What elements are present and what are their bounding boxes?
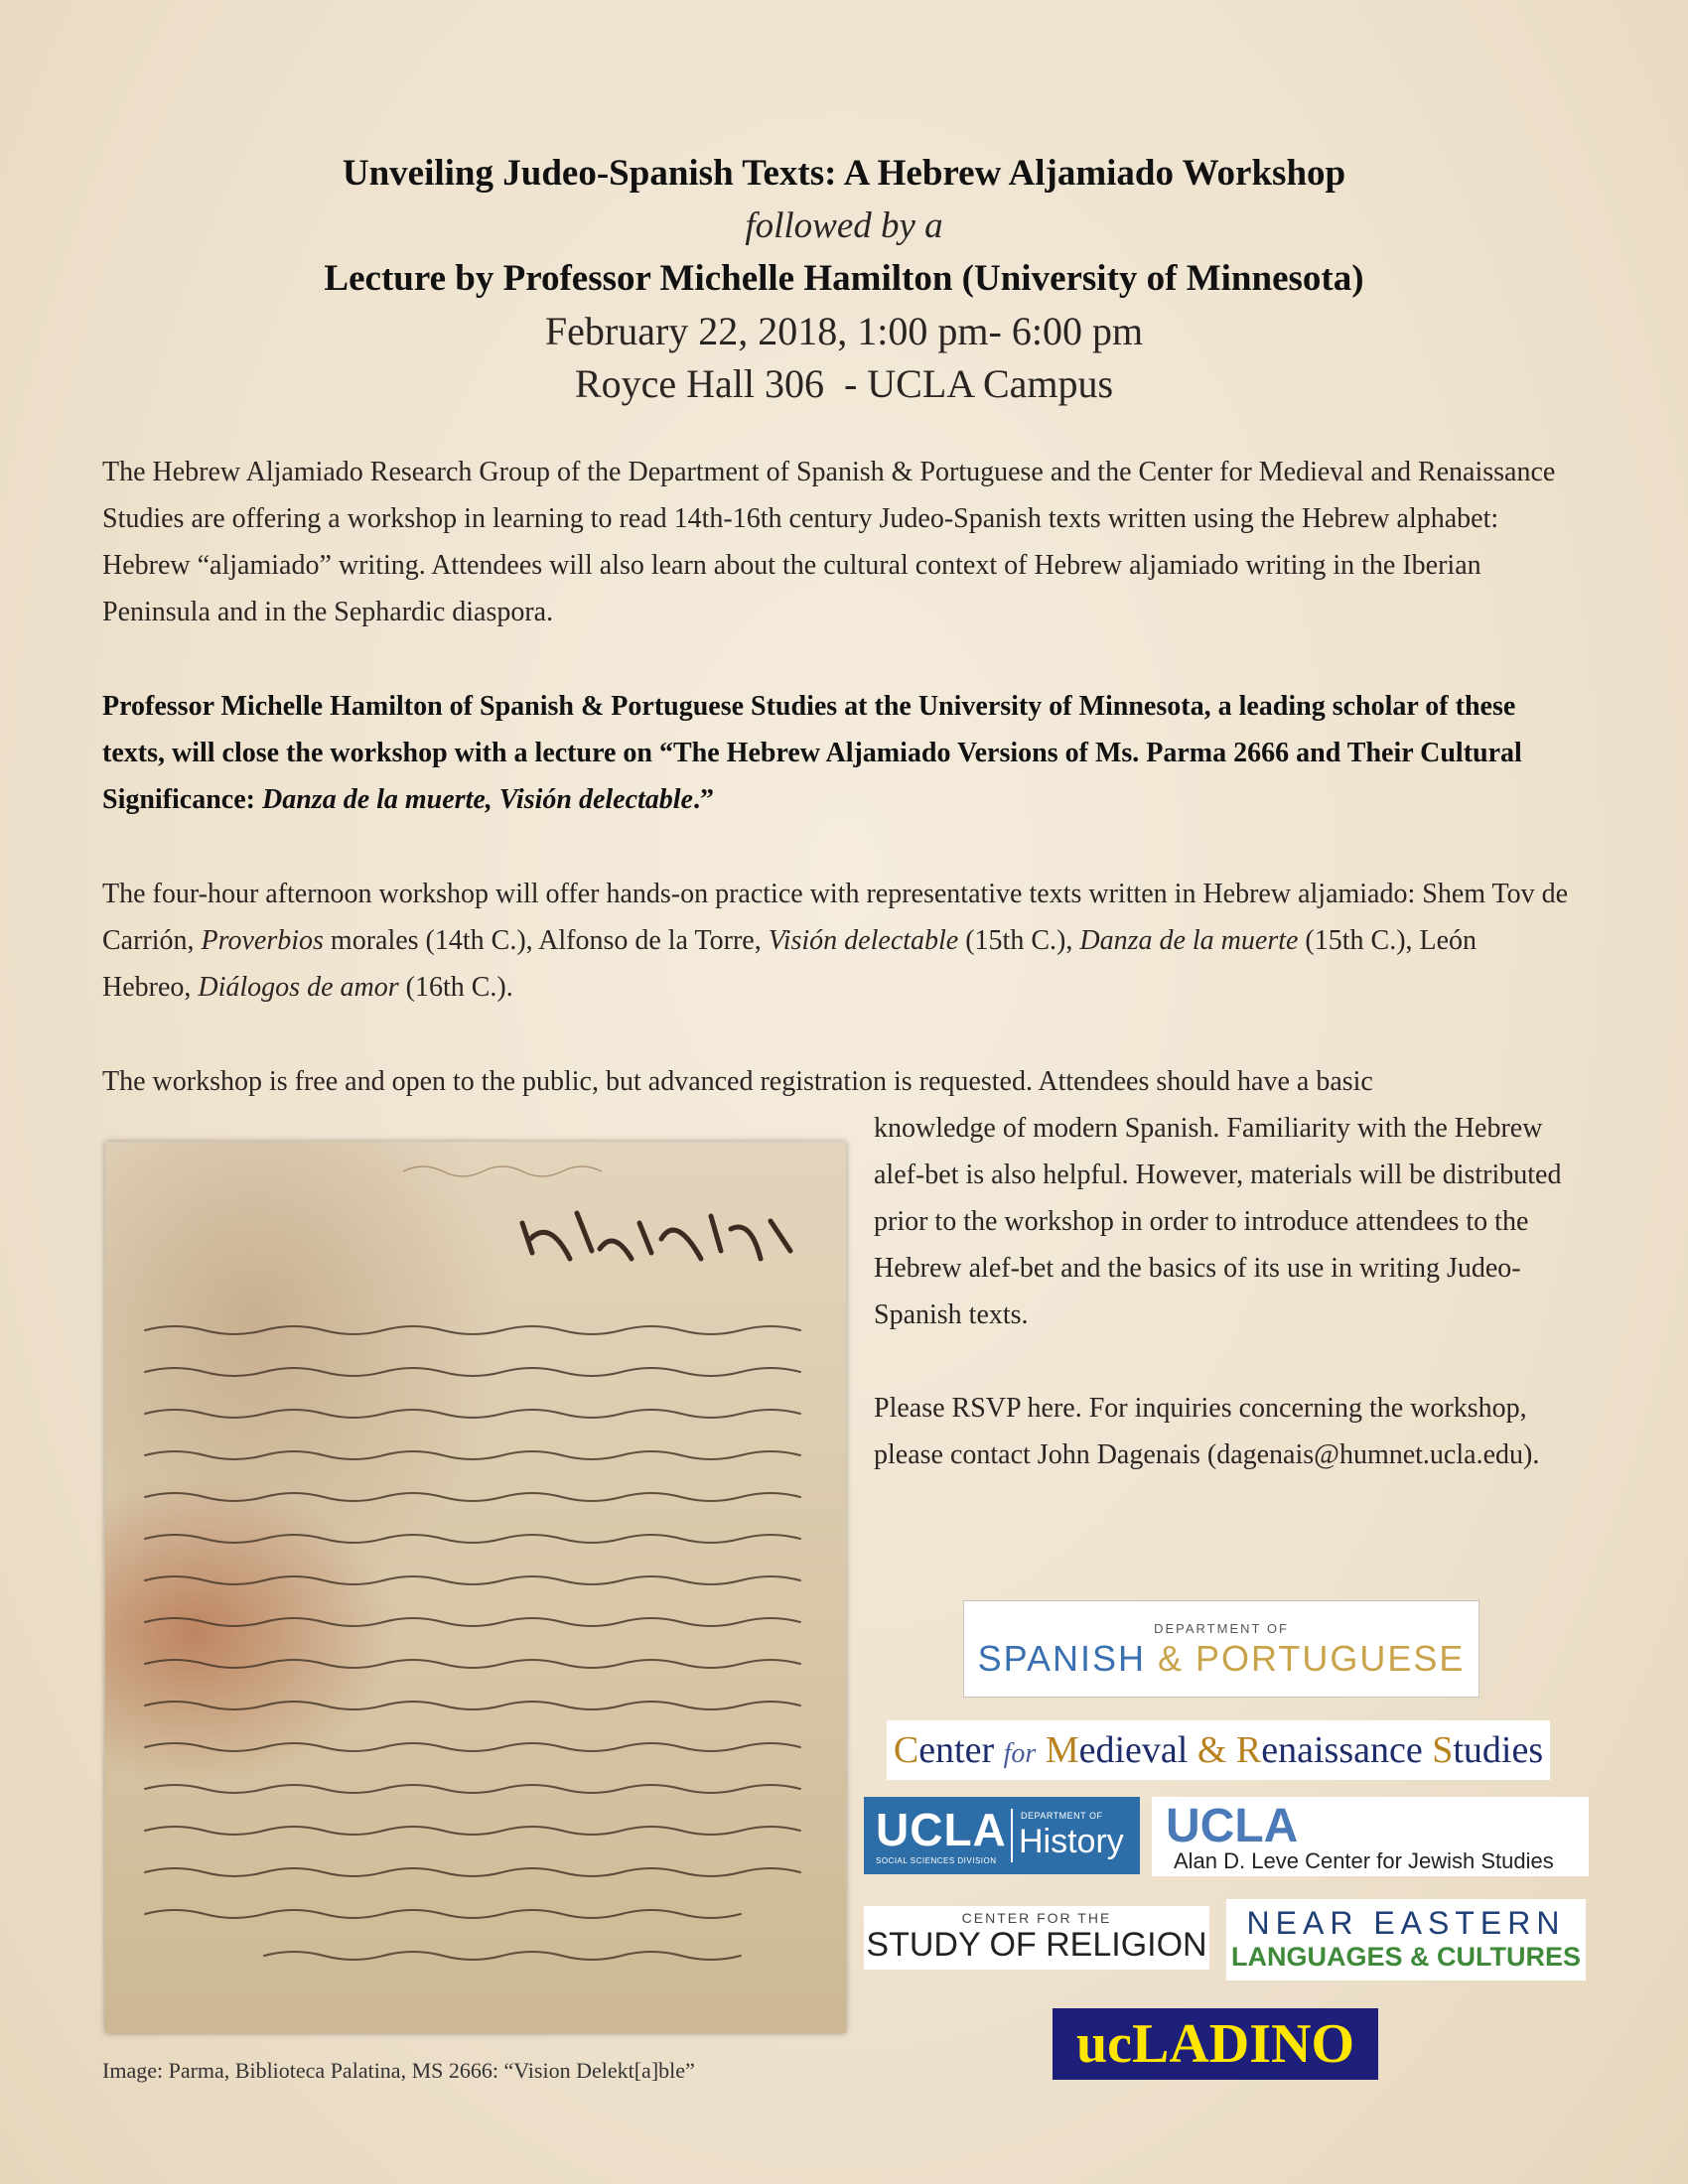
cmrs-for: for [1003, 1738, 1037, 1769]
workshop-text-c: (15th C.), [958, 925, 1080, 956]
event-title: Unveiling Judeo-Spanish Texts: A Hebrew Aljamiado Workshop [342, 153, 1346, 194]
workshop-paragraph [102, 871, 1572, 1011]
lecture-paragraph-end: .” [693, 784, 714, 815]
ucladino-logo: ucLADINO [1053, 2008, 1378, 2080]
cmrs-c: C [893, 1729, 919, 1771]
nelc-near-eastern: NEAR EASTERN [1246, 1905, 1566, 1941]
cmrs-s: S [1432, 1729, 1454, 1771]
work-title-dialogos: Diálogos de amor [198, 972, 399, 1003]
religion-center-for-the: CENTER FOR THE [961, 1910, 1112, 1926]
leve-ucla: UCLA [1166, 1800, 1299, 1852]
work-title-proverbios: Proverbios [201, 925, 324, 956]
history-name: History [1019, 1823, 1124, 1860]
leve-center-name: Alan D. Leve Center for Jewish Studies [1174, 1848, 1554, 1873]
manuscript-image [105, 1142, 846, 2033]
religion-name: STUDY OF RELIGION [866, 1926, 1207, 1964]
history-ss-division: SOCIAL SCIENCES DIVISION [876, 1856, 997, 1865]
work-title-vision-2: Visión delectable [768, 925, 959, 956]
lecture-paragraph-text: Professor Michelle Hamilton of Spanish & Portuguese Studies at the University of Minnesota, a leading scholar of these texts, will close the workshop with a lecture on “The Hebrew Aljamiado Versions of Ms. Parma 2666 and Their Cultural Significance: [102, 691, 1522, 815]
ucla-history-logo [864, 1797, 1140, 1874]
intro-paragraph: The Hebrew Aljamiado Research Group of the Department of Spanish & Portuguese and the Center for Medieval and Renaissance Studies are offering a workshop in learning to read 14th-16th century Judeo-Spanish texts written using the Hebrew alphabet: Hebrew “aljamiado” writing. Attendees will also learn about the cultural context of Hebrew aljamiado writing in the Iberian Peninsula and in the Sephardic diaspora. [102, 457, 1556, 627]
workshop-text-d: (15th C.), León Hebreo, [102, 925, 1477, 1003]
followed-by-text: followed by a [745, 205, 943, 246]
cmrs-tudies: tudies [1453, 1729, 1544, 1771]
spanish-portuguese-logo [963, 1600, 1479, 1698]
work-title-danza: Danza de la muerte [262, 784, 486, 815]
event-location: Royce Hall 306 - UCLA Campus [574, 361, 1114, 406]
workshop-text-b: morales (14th C.), Alfonso de la Torre, [323, 925, 769, 956]
spanish-portuguese-name [964, 1638, 1478, 1680]
cmrs-r: R [1226, 1729, 1262, 1771]
registration-paragraph-rest: knowledge of modern Spanish. Familiarity with the Hebrew alef-bet is also helpful. However, materials will be distributed prior to the workshop in order to introduce attendees to the Hebrew alef-bet and the basics of its use in writing Judeo-Spanish texts. [874, 1113, 1562, 1330]
spanish-dept-label: DEPARTMENT OF [1154, 1621, 1289, 1636]
workshop-text-a: The four-hour afternoon workshop will offer hands-on practice with representative texts written in Hebrew aljamiado: Shem Tov de Carrión, [102, 879, 1569, 956]
event-header [0, 147, 1688, 410]
near-eastern-logo [1226, 1899, 1586, 1980]
lecture-title: Lecture by Professor Michelle Hamilton (University of Minnesota) [324, 258, 1364, 299]
history-ucla: UCLA [876, 1804, 1007, 1855]
lecture-paragraph [102, 683, 1572, 823]
history-divider [1011, 1809, 1013, 1862]
registration-paragraph-first-line: The workshop is free and open to the public, but advanced registration is requested. Attendees should have a basic [102, 1066, 1373, 1097]
event-date: February 22, 2018, 1:00 pm- 6:00 pm [544, 309, 1144, 353]
workshop-text-e: (16th C.). [398, 972, 513, 1003]
work-title-vision: Visión delectable [498, 784, 693, 815]
study-of-religion-logo [864, 1906, 1209, 1970]
cmrs-m: M [1036, 1729, 1079, 1771]
work-title-separator: , [485, 784, 499, 815]
registration-column [874, 1105, 1569, 1478]
cmrs-logo [887, 1720, 1550, 1780]
history-dept-of: DEPARTMENT OF [1021, 1811, 1103, 1821]
cmrs-edieval: edieval [1078, 1729, 1197, 1771]
cmrs-enaissance: enaissance [1261, 1729, 1433, 1771]
spanish-amp: & [1157, 1638, 1184, 1679]
image-caption: Image: Parma, Biblioteca Palatina, MS 2666: “Vision Delekt[a]ble” [102, 2058, 695, 2083]
manuscript-script-drawing [105, 1142, 846, 2033]
cmrs-amp: & [1196, 1729, 1227, 1771]
spanish-word: SPANISH [977, 1638, 1146, 1679]
rsvp-paragraph: Please RSVP here. For inquiries concerning the workshop, please contact John Dagenais (dagenais@humnet.ucla.edu). [874, 1393, 1540, 1470]
nelc-languages-cultures: LANGUAGES & CULTURES [1230, 1942, 1581, 1972]
work-title-danza-2: Danza de la muerte [1079, 925, 1299, 956]
ucla-jewish-studies-logo [1152, 1797, 1589, 1876]
cmrs-enter: enter [918, 1729, 1004, 1771]
portuguese-word: PORTUGUESE [1196, 1638, 1466, 1679]
